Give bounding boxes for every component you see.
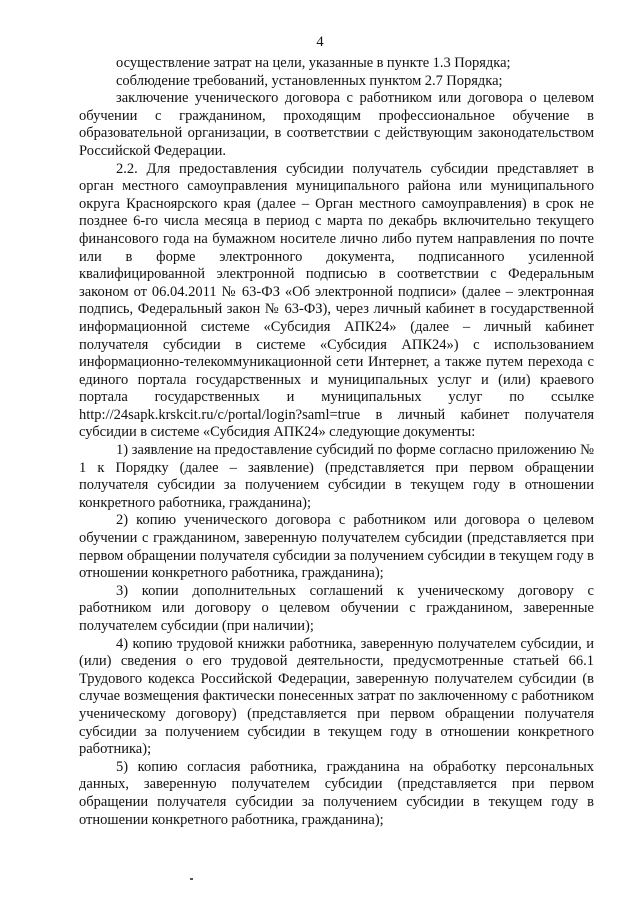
list-item-4-work-record: 4) копию трудовой книжки работника, заверенную получателем субсидии, и (или) сведения о его трудовой деятельности, предусмотренные статьей 66.1 Трудового кодекса Российской Федерации, заверенную получателем субсидии (в случае возмещения фактически понесенных затрат по заключенному с работником ученическому договору) (представляется при первом обращении получателя субсидии за получением субсидии в текущем году в отношении конкретного работника); (79, 635, 594, 758)
scan-dot (190, 878, 193, 880)
paragraph-apprenticeship-contract: заключение ученического договора с работником или договора о целевом обучении с гражданином, проходящим профессиональное обучение в образовательной организации, в соответствии с действующим законодательством Российской Федерации. (79, 90, 594, 159)
page-number: 4 (316, 34, 324, 50)
list-item-1-application: 1) заявление на предоставление субсидий по форме согласно приложению № 1 к Порядку (далее – заявление) (представляется при первом обращении получателя субсидии за получением субсидии в текущем году в отношении конкретного работника, гражданина); (79, 442, 594, 511)
paragraph-requirements: соблюдение требований, установленных пунктом 2.7 Порядка; (116, 72, 503, 89)
paragraph-2-2-submission: 2.2. Для предоставления субсидии получатель субсидии представляет в орган местного самоуправления муниципального района или муниципального округа Красноярского края (далее – Орган местного самоуправления) в срок не позднее 6-го числа месяца в период с марта по декабрь включительно текущего финансового года на бумажном носителе лично либо путем направления по почте или в форме электронного документа, подписанного усиленной квалифицированной электронной подписью в соответствии с Федеральным законом от 06.04.2011 № 63-ФЗ «Об электронной подписи» (далее – электронная подпись, Федеральный закон № 63-ФЗ), через личный кабинет в государственной информационной системе «Субсидия АПК24» (далее – личный кабинет получателя субсидии в системе «Субсидия АПК24») с использованием информационно-телекоммуникационной сети Интернет, а также путем перехода с единого портала государственных и муниципальных услуг и (или) краевого портала государственных и муниципальных услуг по ссылке http://24sapk.krskcit.ru/c/portal/login?saml=true в личный кабинет получателя субсидии в системе «Субсидия АПК24» следующие документы: (79, 160, 594, 441)
list-item-2-contract-copy: 2) копию ученического договора с работником или договора о целевом обучении с гражданином, заверенную получателем субсидии (представляется при первом обращении получателя субсидии за получением субсидии в текущем году в отношении конкретного работника, гражданина); (79, 512, 594, 582)
document-body (79, 55, 594, 829)
list-item-5-personal-data-consent: 5) копию согласия работника, гражданина на обработку персональных данных, заверенную получателем субсидии (представляется при первом обращении получателя субсидии за получением субсидии в текущем году в отношении конкретного работника, гражданина); (79, 758, 594, 828)
list-item-3-additional-agreements: 3) копии дополнительных соглашений к ученическому договору с работником или договору о целевом обучении с гражданином, заверенные получателем субсидии (при наличии); (79, 582, 594, 634)
paragraph-costs-purpose: осуществление затрат на цели, указанные в пункте 1.3 Порядка; (116, 55, 511, 71)
